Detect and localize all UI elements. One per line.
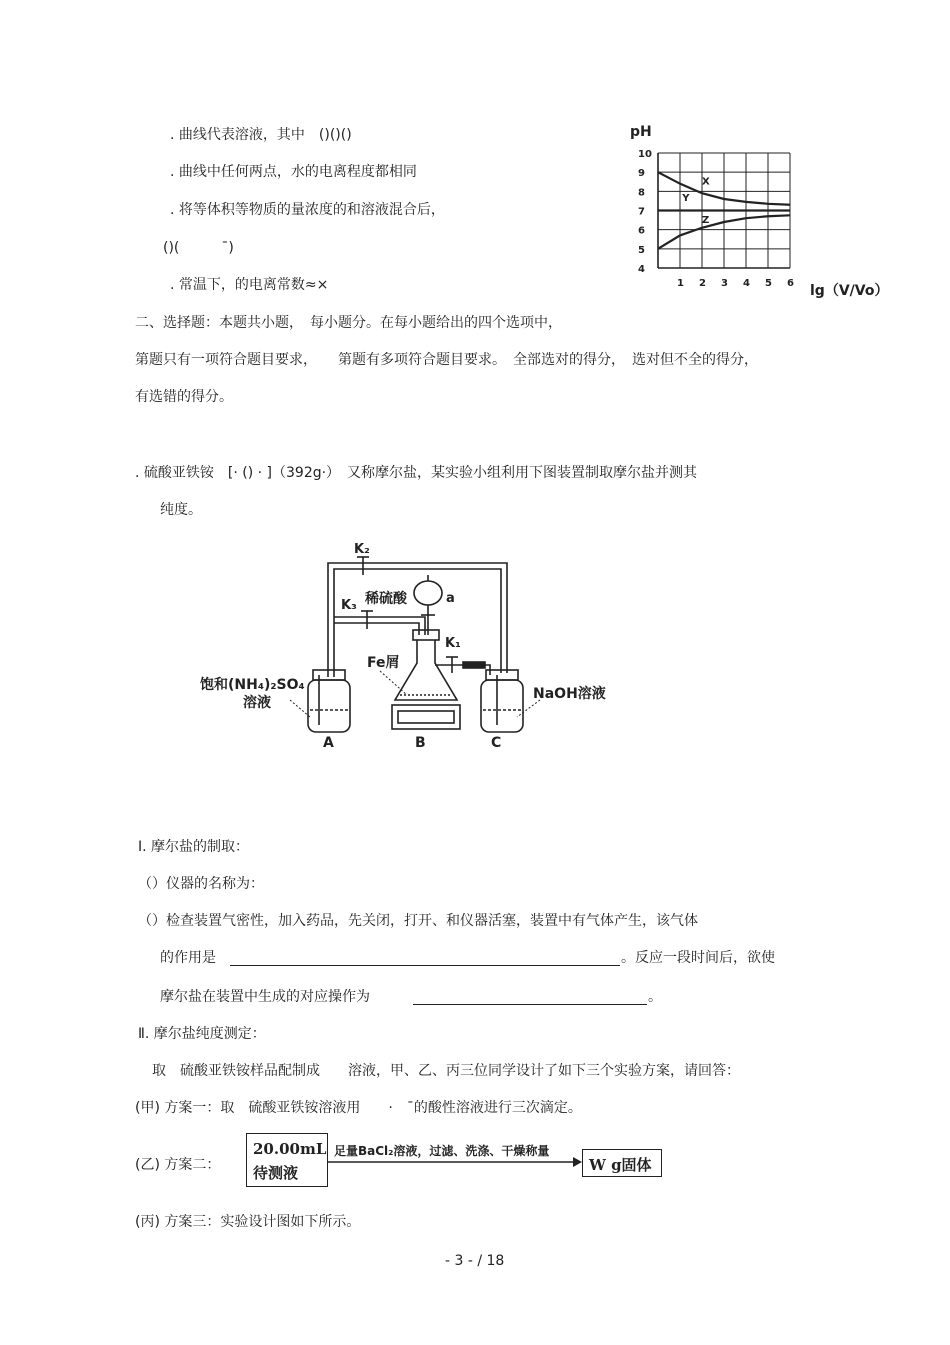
- sample-box: [246, 1133, 328, 1187]
- part1-q2-cont-a: 的作用是: [160, 950, 216, 966]
- question-line1: . 硫酸亚铁铵 [· () · ]（392g·） 又称摩尔盐，某实验小组利用下图装置制取摩尔盐并测其: [135, 465, 698, 481]
- ph-x-ticks: [677, 278, 794, 289]
- y-tick-label: 9: [638, 168, 645, 180]
- x-tick-label: 3: [721, 278, 728, 289]
- label-B: B: [415, 735, 426, 751]
- part1-q2: （）检查装置气密性，加入药品，先关闭，打开、和仪器活塞，装置中有气体产生，该气体: [138, 913, 698, 929]
- part2-intro: 取 硫酸亚铁铵样品配制成 溶液，甲、乙、丙三位同学设计了如下三个实验方案，请回答：: [152, 1063, 740, 1079]
- plan1: (甲) 方案一：取 硫酸亚铁铵溶液用 · ¯的酸性溶液进行三次滴定。: [135, 1100, 582, 1116]
- ph-y-ticks: [638, 149, 652, 275]
- part1-q2-cont-c: 摩尔盐在装置中生成的对应操作为: [160, 989, 370, 1005]
- apparatus-diagram: [195, 535, 625, 760]
- bottle-a: [308, 680, 350, 732]
- x-tick-label: 6: [787, 278, 794, 289]
- page-number: - 3 - / 18: [445, 1253, 505, 1269]
- y-tick-label: 5: [638, 244, 645, 256]
- plan2-label: (乙) 方案二：: [135, 1157, 221, 1173]
- label-C: C: [491, 735, 502, 751]
- option-b: . 曲线代表溶液，其中 ()()(): [170, 127, 352, 143]
- part2-title: Ⅱ. 摩尔盐纯度测定：: [138, 1026, 266, 1042]
- pipe-k3: [334, 617, 425, 635]
- section2-line2: 第题只有一项符合题目要求， 第题有多项符合题目要求。 全部选对的得分， 选对但不全的得分，: [135, 352, 758, 368]
- option-e: . 常温下，的电离常数≈×: [170, 277, 329, 293]
- label-k3: K₃: [341, 598, 357, 613]
- x-tick-label: 1: [677, 278, 684, 289]
- x-tick-label: 4: [743, 278, 750, 289]
- sample-label: 待测液: [253, 1164, 299, 1182]
- answer-blank-2[interactable]: [413, 1003, 647, 1005]
- part1-title: Ⅰ. 摩尔盐的制取：: [138, 839, 250, 855]
- y-tick-label: 10: [638, 149, 652, 160]
- label-fe: Fe屑: [367, 655, 400, 671]
- label-k2: K₂: [354, 542, 370, 557]
- section2-line3: 有选错的得分。: [135, 389, 233, 405]
- plan2-arrow: [328, 1140, 584, 1170]
- y-tick-label: 4: [638, 264, 645, 275]
- question-line2: 纯度。: [160, 502, 202, 518]
- x-tick-label: 2: [699, 278, 706, 289]
- x-tick-label: 5: [765, 278, 772, 289]
- part1-q2-cont-b: 。反应一段时间后，欲使: [621, 950, 775, 966]
- label-a: a: [446, 591, 455, 606]
- option-d-continued: ()( ¯): [163, 240, 234, 256]
- ph-chart: [620, 118, 900, 303]
- option-c: . 曲线中任何两点，水的电离程度都相同: [170, 164, 417, 180]
- dropping-funnel: [414, 581, 442, 605]
- result-box: [582, 1149, 662, 1177]
- curve-label: Y: [682, 192, 690, 204]
- answer-blank-1[interactable]: [230, 964, 620, 966]
- label-bottle-a-2: 溶液: [243, 695, 271, 711]
- y-tick-label: 6: [638, 225, 645, 237]
- y-tick-label: 8: [638, 187, 645, 199]
- option-d: . 将等体积等物质的量浓度的和溶液混合后，: [170, 202, 445, 218]
- part1-q1: （）仪器的名称为：: [138, 876, 264, 892]
- label-naoh: NaOH溶液: [533, 686, 606, 702]
- section2-line1: 二、选择题：本题共小题， 每小题分。在每小题给出的四个选项中，: [135, 315, 562, 331]
- curve-label: Z: [702, 214, 710, 226]
- plan3: (丙) 方案三：实验设计图如下所示。: [135, 1214, 361, 1230]
- label-acid: 稀硫酸: [365, 591, 407, 607]
- curve-label: X: [702, 176, 710, 188]
- y-tick-label: 7: [638, 206, 645, 218]
- label-A: A: [323, 735, 334, 751]
- result-label: W g固体: [589, 1156, 652, 1174]
- sample-volume: 20.00mL: [253, 1140, 327, 1158]
- x-axis-label: lg（V/Vo）: [810, 283, 889, 299]
- label-k1: K₁: [445, 636, 461, 651]
- ph-axis-label: pH: [630, 124, 652, 140]
- bottle-c: [481, 680, 523, 732]
- arrow-text: 足量BaCl₂溶液，过滤、洗涤、干燥称量: [334, 1144, 550, 1158]
- label-bottle-a-1: 饱和(NH₄)₂SO₄: [200, 677, 305, 693]
- part1-q2-cont-d: 。: [648, 989, 662, 1005]
